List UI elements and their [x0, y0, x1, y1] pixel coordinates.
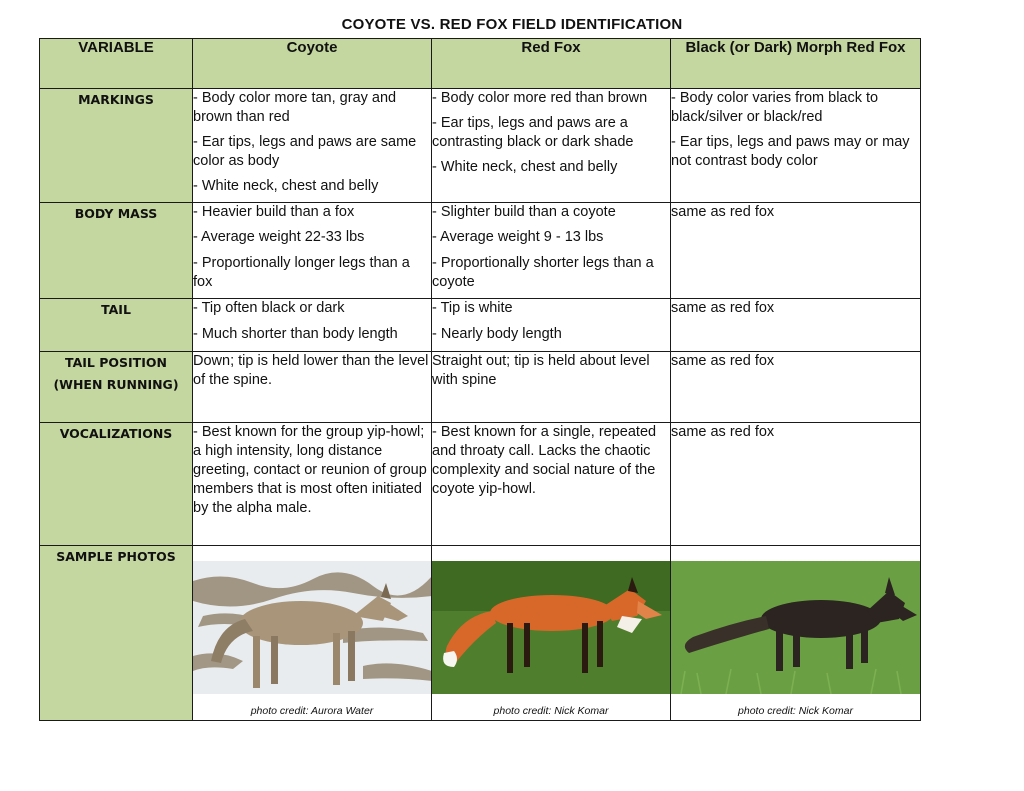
- label-markings: MARKINGS: [40, 89, 193, 203]
- row-sample-photos: [40, 546, 921, 721]
- row-body-mass: [40, 203, 921, 299]
- photo-cell-coyote: [193, 546, 432, 721]
- header-red-fox: Red Fox: [432, 39, 671, 89]
- black-fox-photo-icon: [671, 561, 920, 694]
- tail-coyote: [193, 299, 432, 352]
- tail-black-fox: [671, 299, 921, 352]
- photo-cell-red-fox: [432, 546, 671, 721]
- identification-table: [39, 38, 921, 721]
- list-item: - Ear tips, legs and paws may or may not contrast body color: [671, 134, 910, 169]
- list-item: - Proportionally longer legs than a fox: [193, 255, 410, 290]
- label-tail-position-line2: (WHEN RUNNING): [53, 377, 179, 392]
- row-tail: [40, 299, 921, 352]
- label-vocalizations: VOCALIZATIONS: [40, 423, 193, 546]
- label-body-mass: BODY MASS: [40, 203, 193, 299]
- list-item: - Body color more red than brown: [432, 90, 648, 106]
- label-tail-position: [40, 352, 193, 423]
- label-sample-photos: SAMPLE PHOTOS: [40, 546, 193, 721]
- row-tail-position: [40, 352, 921, 423]
- list-item: - White neck, chest and belly: [432, 159, 618, 175]
- tail-position-black-fox: same as red fox: [671, 352, 921, 423]
- vocalizations-coyote: - Best known for the group yip-howl; a high intensity, long distance greeting, contact or reunion of group members that is most often initiated by the alpha male.: [193, 423, 432, 546]
- list-item: - Ear tips, legs and paws are a contrasting black or dark shade: [432, 115, 634, 150]
- tail-position-red-fox: Straight out; tip is held about level with spine: [432, 352, 671, 423]
- header-variable: VARIABLE: [40, 39, 193, 89]
- markings-black-fox: [671, 89, 921, 203]
- row-vocalizations: [40, 423, 921, 546]
- markings-coyote: [193, 89, 432, 203]
- list-item: - Heavier build than a fox: [193, 204, 355, 220]
- label-tail: TAIL: [40, 299, 193, 352]
- header-row: [40, 39, 921, 89]
- tail-position-coyote: Down; tip is held lower than the level of the spine.: [193, 352, 432, 423]
- list-item: same as red fox: [671, 300, 775, 316]
- header-black-fox: Black (or Dark) Morph Red Fox: [671, 39, 921, 89]
- body-mass-red-fox: [432, 203, 671, 299]
- list-item: - Tip is white: [432, 300, 513, 316]
- list-item: - Body color varies from black to black/silver or black/red: [671, 90, 879, 125]
- list-item: - Tip often black or dark: [193, 300, 345, 316]
- header-coyote: Coyote: [193, 39, 432, 89]
- list-item: same as red fox: [671, 204, 775, 220]
- photo-credit-black-fox: photo credit: Nick Komar: [738, 705, 853, 717]
- list-item: - Ear tips, legs and paws are same color as body: [193, 134, 417, 169]
- vocalizations-black-fox: same as red fox: [671, 423, 921, 546]
- list-item: - Average weight 9 - 13 lbs: [432, 229, 604, 245]
- page-title: COYOTE VS. RED FOX FIELD IDENTIFICATION: [341, 16, 683, 33]
- vocalizations-red-fox: - Best known for a single, repeated and throaty call. Lacks the chaotic complexity and social nature of the coyote yip-howl.: [432, 423, 671, 546]
- list-item: - Proportionally shorter legs than a coyote: [432, 255, 654, 290]
- label-tail-position-line1: TAIL POSITION: [65, 355, 167, 370]
- list-item: - Average weight 22-33 lbs: [193, 229, 365, 245]
- photo-credit-coyote: photo credit: Aurora Water: [250, 705, 374, 717]
- tail-red-fox: [432, 299, 671, 352]
- list-item: - Nearly body length: [432, 326, 562, 342]
- list-item: - White neck, chest and belly: [193, 178, 379, 194]
- red-fox-photo-icon: [432, 561, 670, 694]
- row-markings: [40, 89, 921, 203]
- markings-red-fox: [432, 89, 671, 203]
- list-item: - Much shorter than body length: [193, 326, 398, 342]
- coyote-photo-icon: [193, 561, 431, 694]
- body-mass-black-fox: [671, 203, 921, 299]
- photo-cell-black-fox: [671, 546, 921, 721]
- body-mass-coyote: [193, 203, 432, 299]
- photo-credit-red-fox: photo credit: Nick Komar: [493, 705, 609, 717]
- list-item: - Body color more tan, gray and brown than red: [193, 90, 397, 125]
- list-item: - Slighter build than a coyote: [432, 204, 616, 220]
